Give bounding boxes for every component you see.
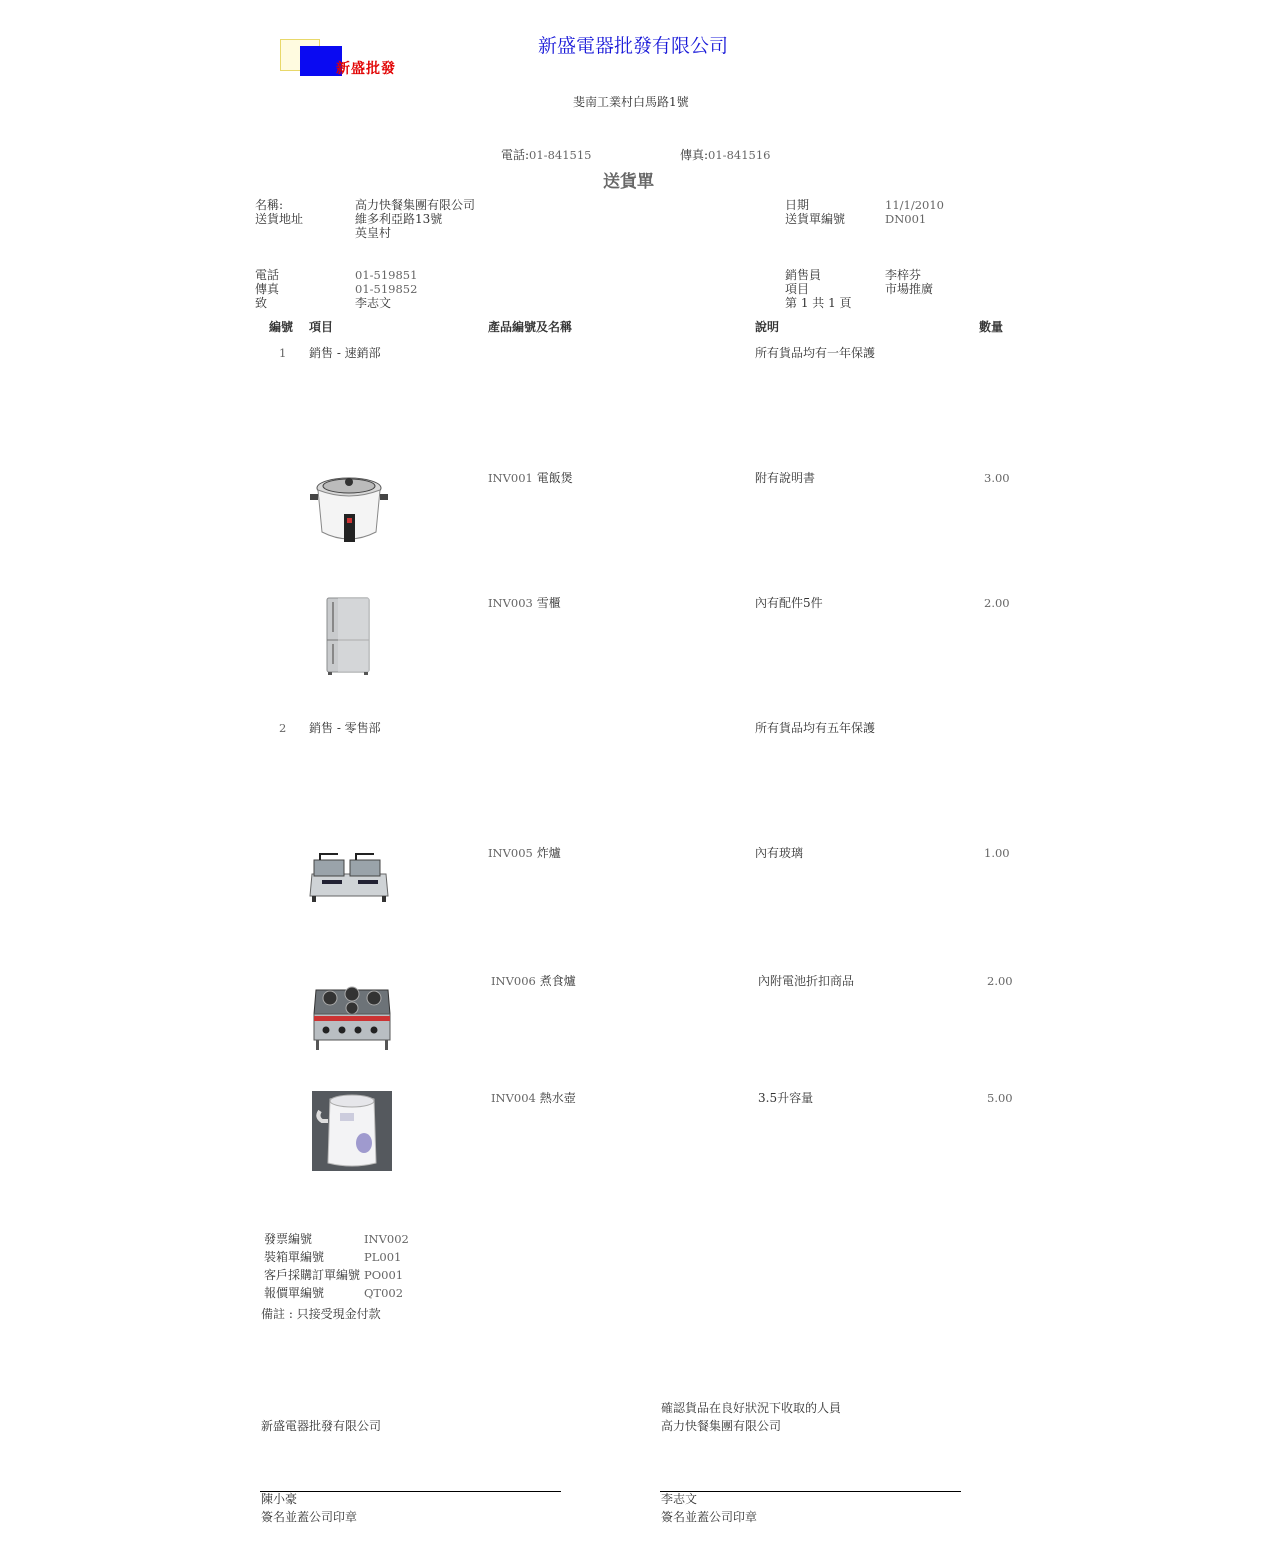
- company-logo: [276, 36, 412, 80]
- receiver-signature-caption: 簽名並蓋公司印章: [661, 1510, 758, 1524]
- product-quantity: 2.00: [987, 974, 1013, 988]
- product-code: INV004: [491, 1091, 536, 1105]
- rice-cooker-icon: [306, 470, 392, 548]
- column-header-quantity: 數量: [979, 320, 1004, 334]
- receiver-confirmation-text: 確認貨品在良好狀況下收取的人員: [661, 1401, 842, 1415]
- logo-text: 新盛批發: [336, 61, 396, 77]
- delivery-address-line2: 英皇村: [355, 226, 392, 240]
- group-description: 所有貨品均有一年保護: [755, 346, 876, 360]
- customer-name-value: 高力快餐集團有限公司: [355, 198, 476, 212]
- column-header-description: 說明: [755, 320, 780, 334]
- company-phone-value: 01-841515: [529, 148, 592, 162]
- customer-name-label: 名稱:: [255, 198, 284, 212]
- product-code: INV006: [491, 974, 536, 988]
- product-quantity: 5.00: [987, 1091, 1013, 1105]
- product-quantity: 1.00: [984, 846, 1010, 860]
- product-description: 3.5升容量: [758, 1091, 814, 1105]
- column-header-item: 項目: [309, 320, 334, 334]
- customer-phone-label: 電話: [255, 268, 280, 282]
- product-description: 附有說明書: [755, 471, 816, 485]
- group-item: 銷售 - 速銷部: [309, 346, 381, 360]
- gas-stove-icon: [310, 972, 394, 1054]
- company-fax-value: 01-841516: [708, 148, 771, 162]
- group-no: 2: [279, 721, 287, 735]
- product-name: [491, 972, 576, 989]
- attention-value: 李志文: [355, 296, 392, 310]
- reference-label: 報價單編號: [264, 1286, 325, 1300]
- attention-label: 致: [255, 296, 268, 310]
- issuer-company: 新盛電器批發有限公司: [261, 1419, 382, 1433]
- product-title: 雪櫃: [536, 596, 561, 610]
- project-value: 市場推廣: [885, 282, 934, 296]
- product-description: 內有玻璃: [755, 846, 804, 860]
- customer-fax-label: 傳真: [255, 282, 280, 296]
- reference-label: 裝箱單編號: [264, 1250, 325, 1264]
- product-description: 內附電池折扣商品: [758, 974, 855, 988]
- receiver-signer: 李志文: [661, 1492, 698, 1506]
- product-description: 內有配件5件: [755, 596, 823, 610]
- deep-fryer-icon: [306, 852, 392, 908]
- reference-value: INV002: [364, 1232, 409, 1246]
- product-quantity: 3.00: [984, 471, 1010, 485]
- remarks: 備註 : 只接受現金付款: [261, 1307, 381, 1321]
- customer-phone-value: 01-519851: [355, 268, 418, 282]
- page-indicator: 第 1 共 1 頁: [785, 296, 852, 310]
- company-address: 斐南工業村白馬路1號: [573, 95, 689, 109]
- product-name: [488, 844, 561, 861]
- salesperson-label: 銷售員: [785, 268, 822, 282]
- product-code: INV005: [488, 846, 533, 860]
- receiver-company: 高力快餐集團有限公司: [661, 1419, 782, 1433]
- delivery-note-no-value: DN001: [885, 212, 927, 226]
- company-name: 新盛電器批發有限公司: [538, 35, 729, 57]
- group-description: 所有貨品均有五年保護: [755, 721, 876, 735]
- product-title: 電飯煲: [536, 471, 573, 485]
- company-fax: [680, 144, 770, 163]
- company-phone: [501, 144, 591, 163]
- company-phone-label: 電話:: [501, 148, 530, 162]
- document-title: 送貨單: [603, 172, 654, 192]
- reference-label: 發票編號: [264, 1232, 313, 1246]
- product-code: INV001: [488, 471, 533, 485]
- group-item: 銷售 - 零售部: [309, 721, 381, 735]
- delivery-address-line1: 維多利亞路13號: [355, 212, 443, 226]
- product-name: [488, 469, 573, 486]
- thermos-icon: [312, 1091, 392, 1171]
- product-title: 煮食爐: [539, 974, 576, 988]
- group-no: 1: [279, 346, 287, 360]
- issuer-signer: 陳小豪: [261, 1492, 298, 1506]
- reference-value: PL001: [364, 1250, 402, 1264]
- issuer-signature-line: [260, 1491, 561, 1492]
- product-title: 熱水壺: [539, 1091, 576, 1105]
- delivery-note-no-label: 送貨單編號: [785, 212, 846, 226]
- date-label: 日期: [785, 198, 810, 212]
- project-label: 項目: [785, 282, 810, 296]
- refrigerator-icon: [324, 596, 372, 676]
- column-header-product: 產品編號及名稱: [488, 320, 573, 334]
- reference-value: PO001: [364, 1268, 404, 1282]
- salesperson-value: 李梓芬: [885, 268, 922, 282]
- product-name: [491, 1089, 576, 1106]
- product-title: 炸爐: [536, 846, 561, 860]
- issuer-signature-caption: 簽名並蓋公司印章: [261, 1510, 358, 1524]
- product-code: INV003: [488, 596, 533, 610]
- reference-value: QT002: [364, 1286, 404, 1300]
- delivery-address-label: 送貨地址: [255, 212, 304, 226]
- receiver-signature-line: [660, 1491, 961, 1492]
- date-value: 11/1/2010: [885, 198, 944, 212]
- column-header-no: 編號: [269, 320, 294, 334]
- reference-label: 客戶採購訂單編號: [264, 1268, 361, 1282]
- product-quantity: 2.00: [984, 596, 1010, 610]
- product-name: [488, 594, 561, 611]
- company-fax-label: 傳真:: [680, 148, 709, 162]
- customer-fax-value: 01-519852: [355, 282, 418, 296]
